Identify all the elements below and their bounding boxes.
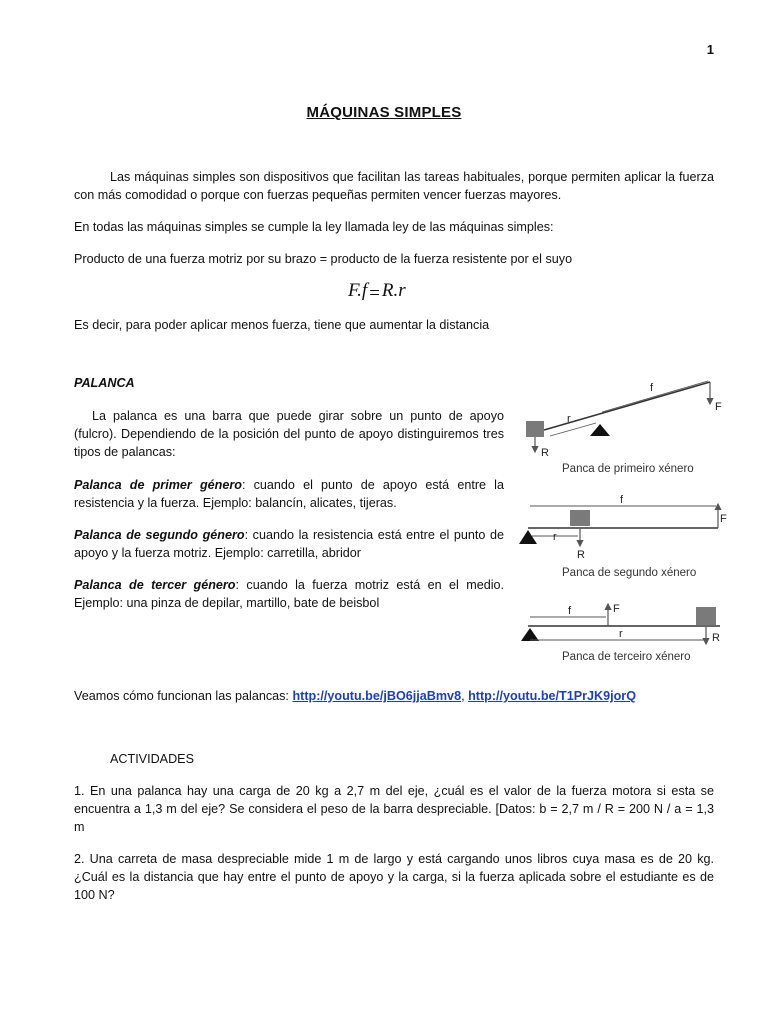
consequence-line: Es decir, para poder aplicar menos fuerza, tiene que aumentar la distancia — [74, 318, 490, 332]
second-R-label: R — [577, 549, 585, 561]
video-link-1[interactable]: http://youtu.be/jBO6jjaBmv8 — [292, 689, 462, 703]
first-class-text: : cuando el punto de apoyo está entre la resistencia y la fuerza. Ejemplo: balancín, alicates, tijeras. — [74, 478, 504, 510]
lever-types-figure — [516, 364, 740, 684]
intro-paragraph: Las máquinas simples son dispositivos que facilitan las tareas habituales, porque permiten aplicar la fuerza con más comodidad o porque con fuerzas pequeñas permiten vencer fuerzas mayores. — [74, 170, 714, 202]
first-f-label: f — [650, 382, 654, 394]
third-class-text: : cuando la fuerza motriz está en el medio. Ejemplo: una pinza de depilar, martillo, bate de beisbol — [74, 578, 505, 610]
page-title: MÁQUINAS SIMPLES — [306, 104, 462, 121]
activity-question-2: 2. Una carreta de masa despreciable mide 1 m de largo y está cargando unos libros cuya masa es de 20 kg. ¿Cuál es la distancia que hay entre el punto de apoyo y la carga, si la fuerza aplicada sobre el estudiante es de 100 N? — [74, 852, 714, 902]
first-class-term: Palanca de primer género — [74, 478, 242, 492]
second-caption: Panca de segundo xénero — [562, 567, 697, 579]
product-line: Producto de una fuerza motriz por su brazo = producto de la fuerza resistente por el suyo — [74, 252, 573, 266]
formula-equals: = — [369, 283, 380, 304]
formula-right: R.r — [381, 280, 406, 301]
third-r-label: r — [619, 628, 623, 640]
law-line: En todas las máquinas simples se cumple la ley llamada ley de las máquinas simples: — [74, 220, 554, 234]
third-caption: Panca de terceiro xénero — [562, 651, 691, 663]
second-class-lever — [74, 526, 504, 562]
third-class-diagram — [521, 603, 720, 663]
second-r-label: r — [553, 531, 557, 543]
first-R-label: R — [541, 447, 549, 459]
video-links-line — [74, 687, 714, 705]
lever-law-formula — [348, 280, 406, 302]
activity-question-1: 1. En una palanca hay una carga de 20 kg a 2,7 m del eje, ¿cuál es el valor de la fuerza motora si esta se encuentra a 1,3 m del eje? Se considera el peso de la barra despreciable. [Datos: b = 2,7 m / R = 200 N / a = 1,3 m — [74, 784, 714, 834]
first-caption: Panca de primeiro xénero — [562, 463, 694, 475]
third-F-label: F — [613, 603, 620, 615]
first-load-block — [526, 421, 544, 437]
video-prefix: Veamos cómo funcionan las palancas: — [74, 689, 289, 703]
second-class-text: : cuando la resistencia está entre el punto de apoyo y la fuerza motriz. Ejemplo: carretilla, abridor — [74, 528, 504, 560]
first-r-label: r — [567, 413, 571, 425]
second-load-block — [570, 510, 590, 526]
first-fulcrum — [590, 424, 610, 436]
first-r-dim — [550, 423, 596, 436]
second-class-term: Palanca de segundo género — [74, 528, 245, 542]
first-f-dim — [602, 381, 708, 412]
third-class-term: Palanca de tercer género — [74, 578, 236, 592]
third-load-block — [696, 607, 716, 625]
formula-left: F.f — [348, 280, 368, 301]
second-f-label: f — [620, 494, 624, 506]
first-F-label: F — [715, 401, 722, 413]
third-class-lever — [74, 576, 504, 612]
third-R-label: R — [712, 632, 720, 644]
third-fulcrum — [521, 628, 539, 641]
first-class-diagram — [526, 381, 722, 475]
lever-heading: PALANCA — [74, 376, 135, 390]
page-number: 1 — [706, 42, 714, 57]
second-F-label: F — [720, 513, 727, 525]
video-separator: , — [461, 689, 465, 703]
first-class-lever — [74, 476, 504, 512]
lever-definition: La palanca es una barra que puede girar sobre un punto de apoyo (fulcro). Dependiendo de la posición del punto de apoyo distinguiremos tres tipos de palancas: — [74, 409, 504, 459]
video-link-2[interactable]: http://youtu.be/T1PrJK9jorQ — [468, 689, 637, 703]
third-f-label: f — [568, 605, 572, 617]
second-fulcrum — [519, 530, 537, 544]
activities-heading: ACTIVIDADES — [110, 752, 194, 766]
second-class-diagram — [519, 494, 727, 579]
